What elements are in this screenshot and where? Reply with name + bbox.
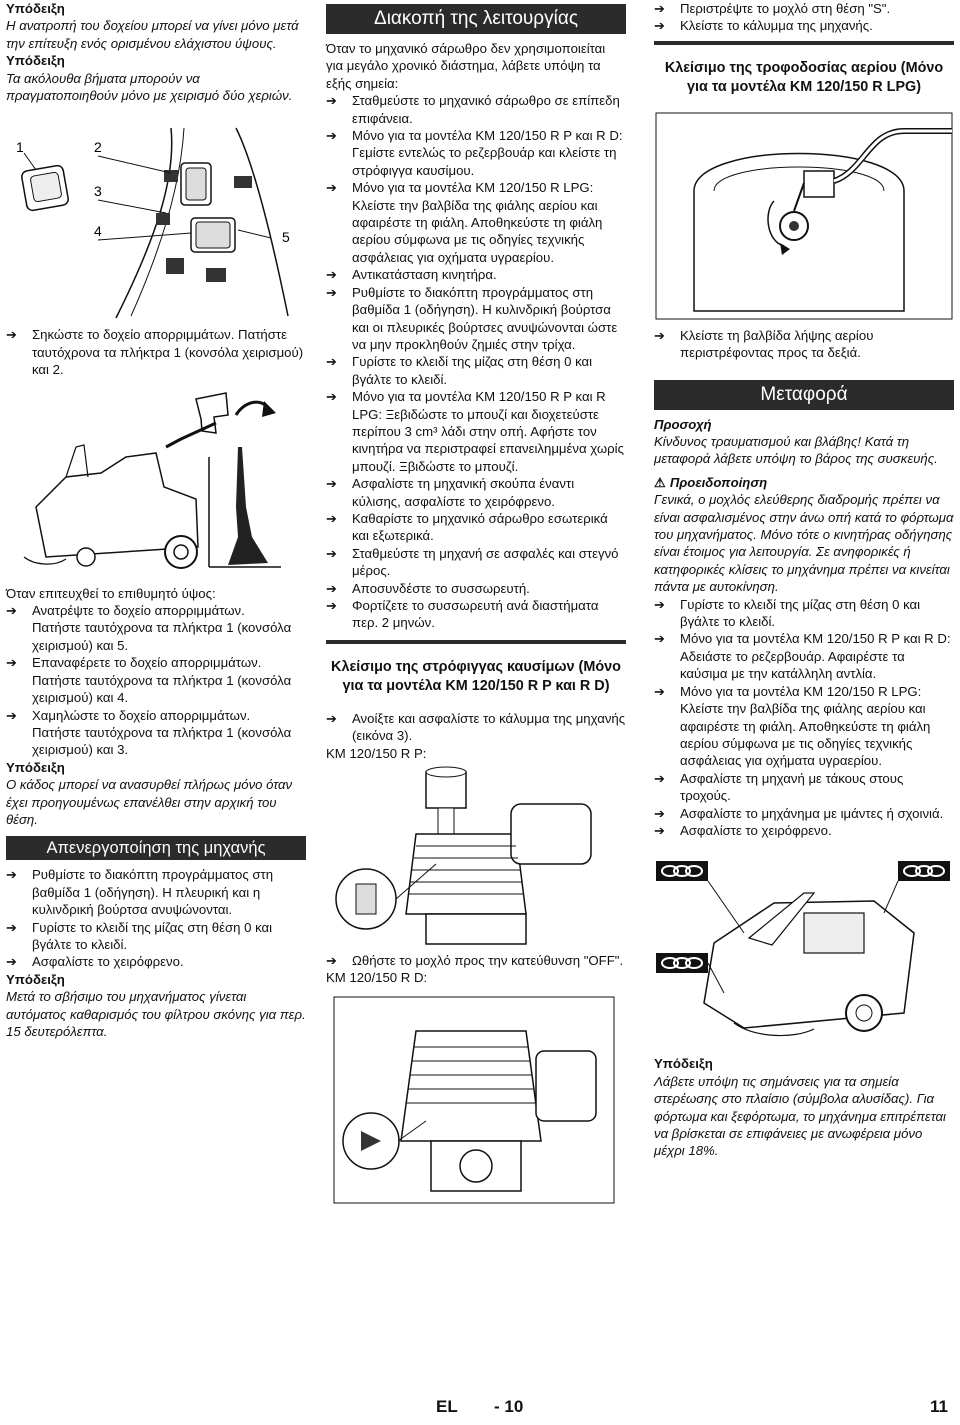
step-item <box>654 683 954 770</box>
arrow-right-icon: ➔ <box>326 510 337 526</box>
arrow-right-icon: ➔ <box>326 545 337 561</box>
step-text: Ασφαλίστε το μηχάνημα με ιμάντες ή σχοινιά. <box>680 805 944 821</box>
engine-rp-illustration <box>326 764 626 952</box>
engine-rp-figure <box>326 764 626 952</box>
step-close-valve <box>654 327 954 362</box>
section-heading-transport: Μεταφορά <box>654 380 954 410</box>
step-item <box>326 475 626 510</box>
arrow-right-icon: ➔ <box>326 710 337 726</box>
warning-title: Προειδοποίηση <box>669 474 768 490</box>
column-right <box>654 0 954 1160</box>
arrow-right-icon: ➔ <box>654 1 665 16</box>
chain-icon <box>656 861 708 881</box>
chain-icon <box>656 953 708 973</box>
arrow-right-icon: ➔ <box>6 707 17 723</box>
step-text: Σταθμεύστε τη μηχανή σε ασφαλές και στεγνό μέρος. <box>352 545 619 579</box>
step-text: Μόνο για τα μοντέλα KM 120/150 R P και R D: Γεμίστε εντελώς το ρεζερβουάρ και κλείστε τη στρόφιγγα καυσίμου. <box>352 128 623 178</box>
engine-rd-illustration <box>326 991 626 1207</box>
step-text: Ασφαλίστε το χειρόφρενο. <box>32 954 184 970</box>
arrow-right-icon: ➔ <box>654 805 665 821</box>
step-open-cover <box>326 710 626 745</box>
footer-lang: EL <box>436 1397 458 1416</box>
arrow-right-icon: ➔ <box>326 580 337 596</box>
arrow-right-icon: ➔ <box>326 389 337 405</box>
console-illustration <box>6 118 306 326</box>
step-text: Μόνο για τα μοντέλα KM 120/150 R LPG: Κλείστε την βαλβίδα της φιάλης αερίου και αφαιρέστε τη φιάλη. Αποθηκεύστε τη φιάλη αερίου σύμφωνα με τις οδηγίες τεχνικής ασφάλειας για οχήματα υγραερίου. <box>352 180 603 265</box>
step-item <box>326 284 626 354</box>
step-item <box>654 770 954 805</box>
warning-text: Γενικά, ο μοχλός ελεύθερης διαδρομής πρέπει να είναι ασφαλισμένος στην άνω οπή κατά το φόρτωμα του μηχανήματος. Μόνο τότε ο κινητήρας οδήγησης είναι έτοιμος για λειτουργία. Σε ανηφορικές ή κατηφορικές κλίσεις το μηχάνημα πρέπει να κινείται πάντα με αυτοκίνηση. <box>654 492 954 595</box>
column-left <box>6 0 306 1040</box>
step-item <box>6 919 306 954</box>
arrow-right-icon: ➔ <box>326 128 337 144</box>
height-reached-text: Όταν επιτευχθεί το επιθυμητό ύψος: <box>6 585 216 601</box>
step-item <box>326 545 626 580</box>
note-title: Υπόδειξη <box>6 1 65 16</box>
step-item <box>326 127 626 179</box>
warning-title-row <box>654 474 954 491</box>
subsection-rule <box>654 41 954 45</box>
column-middle <box>326 0 626 1207</box>
step-item <box>326 179 626 266</box>
step-text: Ρυθμίστε το διακόπτη προγράμματος στη βαθμίδα 1 (οδήγηση). Η κυλινδρική βούρτσα και οι πλευρικές βούρτσες ανυψώνονται ώστε να μην προκληθούν ζημιές στην τρίχα. <box>352 284 618 352</box>
arrow-right-icon: ➔ <box>654 596 665 612</box>
arrow-right-icon: ➔ <box>6 327 17 343</box>
note-text: Λάβετε υπόψη τις σημάνσεις για τα σημεία στερέωσης στο πλαίσιο (σύμβολα αλυσίδας). Για φόρτωμα και ξεφόρτωμα, το μηχάνημα επιτρέπεται να βρίσκεται σε επιφάνειες με ανωφέρεια μόνο μέχρι 18%. <box>654 1073 946 1159</box>
model-label-rd: KM 120/150 R D: <box>326 970 428 986</box>
sweeper-dump-figure <box>6 387 306 585</box>
step-item <box>326 388 626 475</box>
section-heading-stop: Διακοπή της λειτουργίας <box>326 4 626 34</box>
step-item <box>654 630 954 682</box>
step-return <box>6 654 306 671</box>
note-title: Υπόδειξη <box>6 759 65 775</box>
arrow-right-icon: ➔ <box>326 476 337 492</box>
step-text: Κλείστε τη βαλβίδα λήψης αερίου περιστρέφοντας προς τα δεξιά. <box>680 327 874 361</box>
step-text: Σηκώστε το δοχείο απορριμμάτων. Πατήστε ταυτόχρονα τα πλήκτρα 1 (κονσόλα χειρισμού) και 2. <box>32 327 304 378</box>
note-text: Η ανατροπή του δοχείου μπορεί να γίνει μόνο μετά την επίτευξη ενός ορισμένου ελάχιστου ύψους. <box>6 18 299 51</box>
footer-page-right: 11 <box>930 1397 948 1416</box>
arrow-right-icon: ➔ <box>654 631 665 647</box>
step-text: Ασφαλίστε τη μηχανή με τάκους στους τροχούς. <box>680 770 904 804</box>
step-item <box>654 822 954 839</box>
label-2: 2 <box>94 139 102 156</box>
footer-page-left: - 10 <box>494 1397 524 1416</box>
label-3: 3 <box>94 183 102 200</box>
step-text: Μόνο για τα μοντέλα KM 120/150 R P και R LPG: Ξεβιδώστε το μπουζί και διοχετεύστε περίπου 3 cm³ λάδι στην οπή. Αφήστε τον κινητήρα να περιστραφεί επανειλημμένα χωρίς μπουζί. Ξβιδώστε το μπουζί. <box>352 389 624 474</box>
step-close-cover <box>654 17 954 34</box>
step-push-lever <box>326 952 626 969</box>
arrow-right-icon: ➔ <box>654 822 665 838</box>
note-title: Υπόδειξη <box>6 971 65 987</box>
stop-intro: Όταν το μηχανικό σάρωθρο δεν χρησιμοποιείται για μεγάλο χρονικό διάστημα, λάβετε υπόψη τα εξής σημεία: <box>326 41 606 91</box>
step-text: Μόνο για τα μοντέλα KM 120/150 R P και R D: Αδειάστε το ρεζερβουάρ. Αφαιρέστε τα καύσιμα με την κατάλληλη αντλία. <box>680 631 951 682</box>
arrow-right-icon: ➔ <box>654 683 665 699</box>
sweeper-tiedown-figure <box>654 853 954 1049</box>
arrow-right-icon: ➔ <box>654 18 665 34</box>
arrow-right-icon: ➔ <box>326 180 337 196</box>
step-text: Αποσυνδέστε το συσσωρευτή. <box>352 580 530 596</box>
arrow-right-icon: ➔ <box>326 354 337 370</box>
arrow-right-icon: ➔ <box>654 327 665 343</box>
gas-valve-illustration <box>654 111 954 321</box>
step-text: Ασφαλίστε τη μηχανική σκούπα έναντι κύλισης, ασφαλίστε το χειρόφρενο. <box>352 476 575 509</box>
arrow-right-icon: ➔ <box>326 93 337 109</box>
arrow-right-icon: ➔ <box>6 603 17 619</box>
step-text: Ρυθμίστε το διακόπτη προγράμματος στη βαθμίδα 1 (οδήγηση). Η πλευρική και η κυλινδρική βούρτσα ανυψώνονται. <box>32 867 274 918</box>
arrow-right-icon: ➔ <box>326 267 337 283</box>
step-text: Γυρίστε το κλειδί της μίζας στη θέση 0 και βγάλτε το κλειδί. <box>352 354 593 387</box>
step-text: Φορτίζετε το συσσωρευτή ανά διαστήματα περ. 2 μηνών. <box>352 598 599 631</box>
arrow-right-icon: ➔ <box>654 770 665 786</box>
step-text: Γυρίστε το κλειδί της μίζας στη θέση 0 και βγάλτε το κλειδί. <box>680 596 921 630</box>
step-text: Κλείστε το κάλυμμα της μηχανής. <box>680 18 873 34</box>
step-item <box>326 597 626 632</box>
step-text: Μόνο για τα μοντέλα KM 120/150 R LPG: Κλείστε την βαλβίδα της φιάλης αερίου και αφαιρέστε τη φιάλη. Αποθηκεύστε τη φιάλη αερίου σύμφωνα με τις οδηγίες τεχνικής ασφάλειας για οχήματα υγραερίου. <box>680 683 931 769</box>
step-text: Ασφαλίστε το χειρόφρενο. <box>680 822 832 838</box>
caution-text: Κίνδυνος τραυματισμού και βλάβης! Κατά τη μεταφορά λάβετε υπόψη το βάρος της συσκευής. <box>654 434 938 467</box>
note-text: Μετά το σβήσιμο του μηχανήματος γίνεται αυτόματος καθαρισμός του φίλτρου σκόνης για περ. 15 δευτερόλεπτα. <box>6 989 306 1039</box>
step-text: Ωθήστε το μοχλό προς την κατεύθυνση "OFF". <box>352 953 624 968</box>
label-5: 5 <box>282 229 290 246</box>
caution-title: Προσοχή <box>654 416 712 432</box>
step-text: Καθαρίστε το μηχανικό σάρωθρο εσωτερικά και εξωτερικά. <box>352 510 608 544</box>
note-title: Υπόδειξη <box>654 1056 713 1072</box>
step-item <box>326 92 626 127</box>
step-subtext: Πατήστε ταυτόχρονα τα πλήκτρα 1 (κονσόλα χειρισμού) και 5. <box>32 620 292 653</box>
subsection-heading-fuel <box>326 640 626 644</box>
step-subtext: Πατήστε ταυτόχρονα τα πλήκτρα 1 (κονσόλα χειρισμού) και 3. <box>32 724 292 758</box>
sweeper-tiedown-illustration <box>654 853 954 1049</box>
step-text: Αντικατάσταση κινητήρα. <box>352 267 497 283</box>
step-text: Επαναφέρετε το δοχείο απορριμμάτων. <box>32 655 262 671</box>
arrow-right-icon: ➔ <box>6 655 17 671</box>
subsection-title-gas: Κλείσιμο της τροφοδοσίας αερίου (Μόνο για τα μοντέλα KM 120/150 R LPG) <box>664 60 944 95</box>
step-text: Ανοίξτε και ασφαλίστε το κάλυμμα της μηχανής (εικόνα 3). <box>352 710 626 744</box>
arrow-right-icon: ➔ <box>326 284 337 300</box>
gas-valve-figure <box>654 111 954 321</box>
shutdown-steps <box>6 866 306 970</box>
transport-steps <box>654 596 954 840</box>
step-turn-lever <box>654 0 954 17</box>
step-item <box>326 510 626 545</box>
arrow-right-icon: ➔ <box>6 954 17 970</box>
note-text: Τα ακόλουθα βήματα μπορούν να πραγματοποιηθούν μόνο με χειρισμό δύο χεριών. <box>6 70 293 104</box>
stop-steps <box>326 92 626 632</box>
arrow-right-icon: ➔ <box>326 598 337 613</box>
step-text: Σταθμεύστε το μηχανικό σάρωθρο σε επίπεδη επιφάνεια. <box>352 93 620 126</box>
step-text: Γυρίστε το κλειδί της μίζας στη θέση 0 και βγάλτε το κλειδί. <box>32 919 273 952</box>
step-tilt <box>6 602 306 619</box>
step-item <box>654 805 954 822</box>
note-text: Ο κάδος μπορεί να ανασυρθεί πλήρως μόνο όταν έχει προηγουμένως επανέλθει στην αρχική του θέση. <box>6 777 293 827</box>
step-item <box>654 596 954 631</box>
subsection-title-fuel: Κλείσιμο της στρόφιγγας καυσίμων (Μόνο για τα μοντέλα KM 120/150 R P και R D) <box>331 659 621 694</box>
step-item <box>6 866 306 918</box>
step-raise <box>6 326 306 378</box>
engine-rd-figure <box>326 991 626 1207</box>
step-subtext: Πατήστε ταυτόχρονα τα πλήκτρα 1 (κονσόλα χειρισμού) και 4. <box>32 672 292 706</box>
arrow-right-icon: ➔ <box>326 953 337 968</box>
note-title: Υπόδειξη <box>6 53 65 69</box>
step-text: Ανατρέψτε το δοχείο απορριμμάτων. <box>32 603 245 619</box>
step-item <box>326 353 626 388</box>
chain-icon <box>898 861 950 881</box>
warning-triangle-icon: ⚠ <box>654 474 666 490</box>
step-item <box>326 580 626 597</box>
model-label-rp: KM 120/150 R P: <box>326 745 427 761</box>
label-4: 4 <box>94 223 102 240</box>
section-heading-shutdown: Απενεργοποίηση της μηχανής <box>6 836 306 860</box>
control-console-figure <box>6 118 306 326</box>
step-item <box>6 953 306 970</box>
step-text: Χαμηλώστε το δοχείο απορριμμάτων. <box>32 707 251 723</box>
arrow-right-icon: ➔ <box>6 919 17 935</box>
step-item <box>326 266 626 283</box>
arrow-right-icon: ➔ <box>6 867 17 883</box>
step-text: Περιστρέψτε το μοχλό στη θέση "S". <box>680 1 891 16</box>
label-1: 1 <box>16 139 24 156</box>
step-lower <box>6 707 306 724</box>
sweeper-illustration <box>6 387 306 585</box>
